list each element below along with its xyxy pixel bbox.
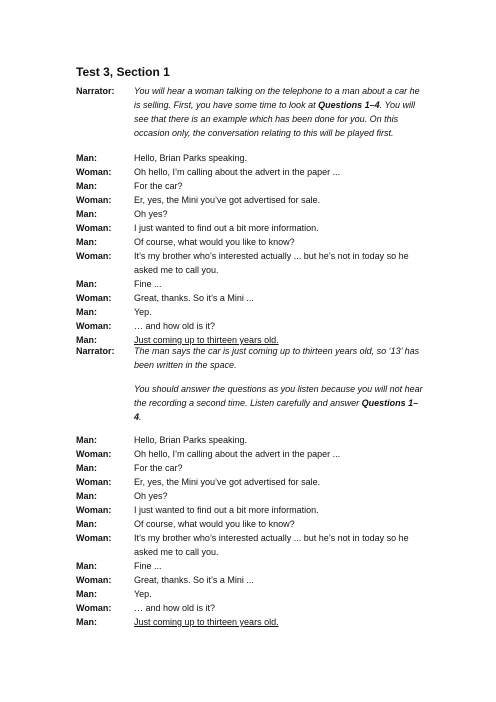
questions-ref: Questions 1–4 — [134, 398, 419, 422]
speaker-label: Man: — [76, 279, 97, 289]
line-text: Oh hello, I’m calling about the advert in the paper ... — [134, 167, 341, 177]
line-text: Of course, what would you like to know? — [134, 519, 295, 529]
line-text: Oh yes? — [134, 209, 168, 219]
speaker-label: Woman: — [76, 195, 112, 205]
speaker-label: Man: — [76, 561, 97, 571]
dialogue-line — [76, 151, 436, 165]
example-answer-line: Just coming up to thirteen years old. — [134, 335, 279, 345]
line-text: Oh hello, I’m calling about the advert in the paper ... — [134, 449, 341, 459]
line-text: Great, thanks. So it’s a Mini ... — [134, 293, 254, 303]
line-text: Fine ... — [134, 561, 162, 571]
speaker-label: Woman: — [76, 293, 112, 303]
speaker-label: Man: — [76, 181, 97, 191]
line-text: Er, yes, the Mini you’ve got advertised for sale. — [134, 195, 321, 205]
line-text: Fine ... — [134, 279, 162, 289]
dialogue-line — [76, 193, 436, 207]
narrator-text — [134, 84, 424, 140]
speaker-label: Woman: — [76, 533, 112, 543]
speaker-label: Woman: — [76, 575, 112, 585]
dialogue-2 — [76, 433, 436, 629]
narrator-text-part: You should answer the questions as you listen because you will not hear the recording a second time. Listen carefully and answer — [134, 384, 423, 408]
line-text: Hello, Brian Parks speaking. — [134, 153, 248, 163]
dialogue-line — [76, 221, 436, 235]
section-title: Test 3, Section 1 — [76, 65, 170, 79]
line-text: It’s my brother who’s interested actually ... but he’s not in today so he asked me to call you. — [134, 533, 409, 557]
speaker-label: Man: — [76, 209, 97, 219]
line-text: For the car? — [134, 181, 183, 191]
line-text: Yep. — [134, 307, 152, 317]
speaker-label: Woman: — [76, 223, 112, 233]
dialogue-line — [76, 433, 436, 447]
dialogue-line — [76, 305, 436, 319]
dialogue-line — [76, 531, 436, 559]
line-text: It’s my brother who’s interested actually ... but he’s not in today so he asked me to call you. — [134, 251, 409, 275]
narrator-intro — [76, 84, 436, 140]
speaker-label: Woman: — [76, 251, 112, 261]
questions-ref: Questions 1–4 — [318, 100, 380, 110]
speaker-label: Man: — [76, 463, 97, 473]
dialogue-line — [76, 207, 436, 221]
narrator-instructions — [134, 382, 424, 424]
speaker-label: Man: — [76, 519, 97, 529]
narrator-text-part: . You will see that there is an example which has been done for you. On this occasion only, the conversation relating to this will be played first. — [134, 100, 415, 138]
dialogue-line — [76, 461, 436, 475]
dialogue-line — [76, 277, 436, 291]
dialogue-line — [76, 573, 436, 587]
line-text: Oh yes? — [134, 491, 168, 501]
dialogue-line — [76, 165, 436, 179]
line-text: Hello, Brian Parks speaking. — [134, 435, 248, 445]
narrator-example-text — [134, 344, 424, 424]
speaker-label: Woman: — [76, 477, 112, 487]
dialogue-line — [76, 291, 436, 305]
speaker-label: Man: — [76, 307, 97, 317]
speaker-label: Man: — [76, 589, 97, 599]
dialogue-line — [76, 319, 436, 333]
narrator-text-part: . — [139, 412, 142, 422]
line-text: … and how old is it? — [134, 603, 216, 613]
speaker-label: Man: — [76, 435, 97, 445]
dialogue-line — [76, 559, 436, 573]
speaker-label: Man: — [76, 153, 97, 163]
dialogue-line — [76, 447, 436, 461]
narrator-example — [76, 344, 436, 424]
line-text: I just wanted to find out a bit more information. — [134, 505, 319, 515]
speaker-label: Man: — [76, 335, 97, 345]
line-text: Great, thanks. So it’s a Mini ... — [134, 575, 254, 585]
line-text: Er, yes, the Mini you’ve got advertised for sale. — [134, 477, 321, 487]
example-answer-line: Just coming up to thirteen years old. — [134, 617, 279, 627]
dialogue-line — [76, 489, 436, 503]
line-text: For the car? — [134, 463, 183, 473]
speaker-label: Man: — [76, 237, 97, 247]
speaker-label: Woman: — [76, 321, 112, 331]
line-text: … and how old is it? — [134, 321, 216, 331]
speaker-label: Woman: — [76, 449, 112, 459]
speaker-label: Narrator: — [76, 86, 115, 96]
narrator-text-part: The man says the car is just coming up to thirteen years old, so ‘13’ has been written in the space. — [134, 346, 420, 370]
speaker-label: Narrator: — [76, 346, 115, 356]
dialogue-line — [76, 587, 436, 601]
dialogue-line — [76, 179, 436, 193]
narrator-text-part: You will hear a woman talking on the telephone to a man about a car he is selling. First, you have some time to look at — [134, 86, 420, 110]
dialogue-line — [76, 503, 436, 517]
dialogue-line — [76, 601, 436, 615]
speaker-label: Man: — [76, 491, 97, 501]
dialogue-line — [76, 249, 436, 277]
speaker-label: Woman: — [76, 505, 112, 515]
dialogue-line — [76, 475, 436, 489]
dialogue-line — [76, 517, 436, 531]
speaker-label: Woman: — [76, 603, 112, 613]
line-text: Of course, what would you like to know? — [134, 237, 295, 247]
dialogue-line — [76, 615, 436, 629]
line-text: Yep. — [134, 589, 152, 599]
line-text: I just wanted to find out a bit more information. — [134, 223, 319, 233]
dialogue-1 — [76, 151, 436, 347]
dialogue-line — [76, 235, 436, 249]
speaker-label: Man: — [76, 617, 97, 627]
speaker-label: Woman: — [76, 167, 112, 177]
